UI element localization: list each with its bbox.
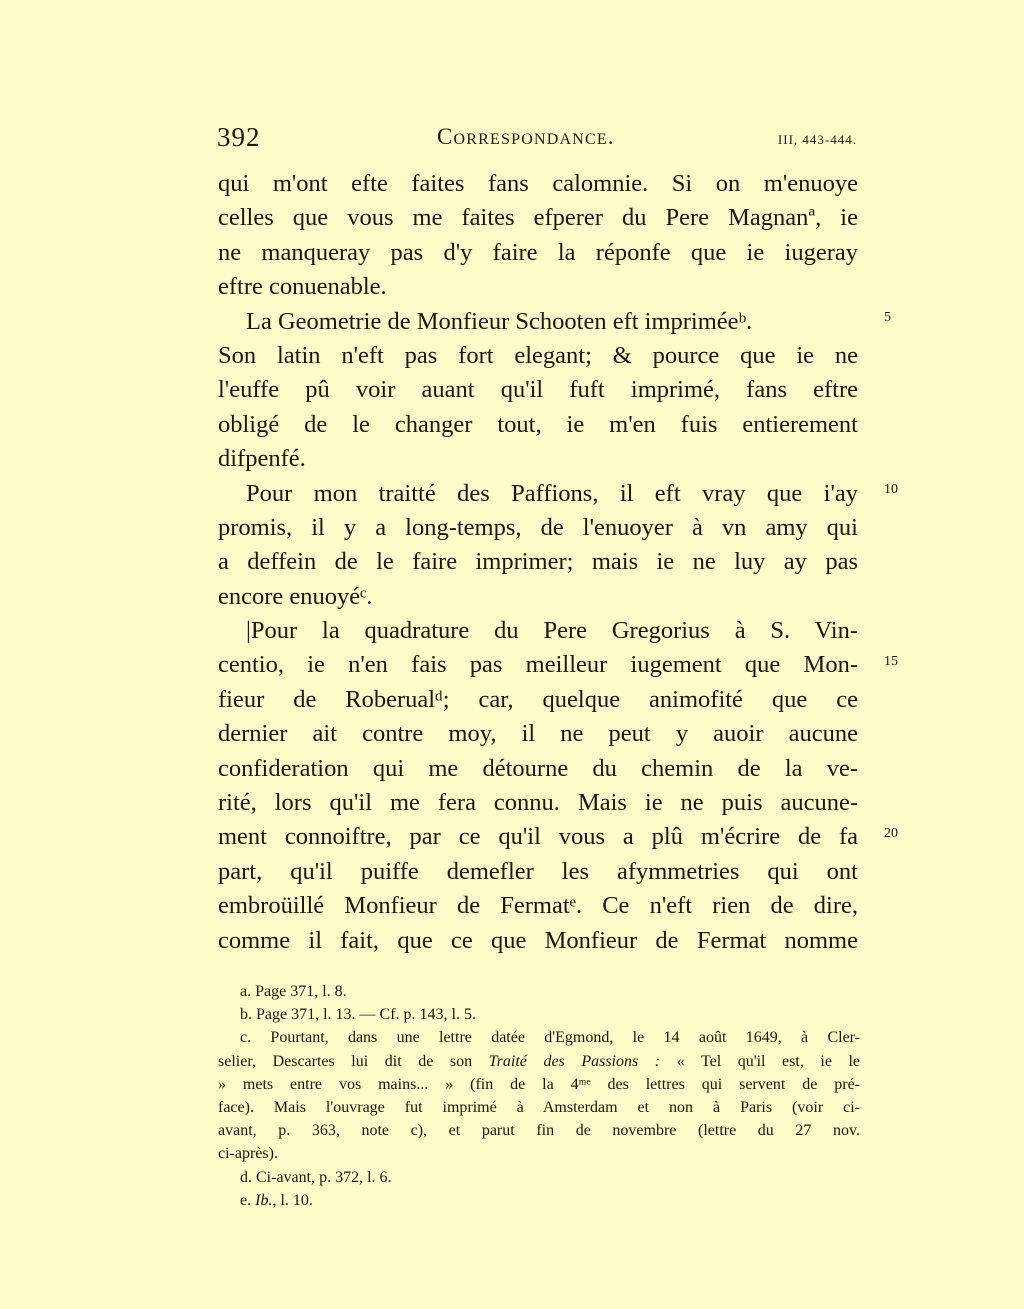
text-line: La Geometrie de Monfieur Schooten eft impriméeᵇ. — [246, 307, 753, 335]
text-line: eftre conuenable. — [218, 273, 387, 301]
footnote-c: c. Pourtant, dans une lettre datée d'Egmond, le 14 août 1649, à Cler- — [240, 1029, 860, 1047]
footnotes — [218, 980, 860, 1212]
text-line: fieur de Roberualᵈ; car, quelque animofité que ce — [218, 685, 858, 713]
text-line: encore enuoyéᶜ. — [218, 582, 373, 610]
text-line: a deffein de le faire imprimer; mais ie ne luy ay pas — [218, 548, 858, 576]
running-head — [217, 118, 857, 158]
footnote-c-line — [218, 1050, 860, 1073]
footnote-c-text: selier, Descartes lui dit de son — [218, 1052, 473, 1070]
text-line: embroüillé Monfieur de Fermatᵉ. Ce n'eft rien de dire, — [218, 892, 858, 920]
text-line: obligé de le changer tout, ie m'en fuis entierement — [218, 410, 858, 438]
footnote-e — [218, 1189, 860, 1212]
text-line: dernier ait contre moy, il ne peut y auoir aucune — [218, 720, 858, 748]
text-line: |Pour la quadrature du Pere Gregorius à S. Vin- — [246, 617, 858, 645]
text-line: Pour mon traitté des Paffions, il eft vray que i'ay — [246, 479, 858, 507]
line-number: 10 — [884, 482, 898, 497]
line-number: 15 — [884, 654, 898, 669]
text-line: rité, lors qu'il me fera connu. Mais ie ne puis aucune- — [218, 789, 858, 817]
text-line: qui m'ont efte faites fans calomnie. Si on m'enuoye — [218, 170, 858, 197]
text-line: difpenfé. — [218, 445, 306, 473]
running-title: Correspondance. — [437, 124, 615, 149]
text-line: confideration qui me détourne du chemin de la ve- — [218, 754, 858, 782]
ibid: Ib. — [255, 1191, 273, 1209]
text-line: part, qu'il puiffe demefler les afymmetries qui ont — [218, 857, 858, 885]
text-line: l'euffe pû voir auant qu'il fuft imprimé, fans eftre — [218, 376, 858, 404]
text-line: ment connoiftre, par ce qu'il vous a plû m'écrire de fa — [218, 823, 858, 851]
footnote-c-line: face). Mais l'ouvrage fut imprimé à Amsterdam et non à Paris (voir ci- — [218, 1098, 860, 1116]
footnote-c-line: ci-après). — [218, 1145, 278, 1163]
footnote-e-label: e. — [240, 1191, 252, 1209]
text-line: centio, ie n'en fais pas meilleur iugement que Mon- — [218, 651, 858, 679]
footnote-c-line: » mets entre vos mains... » (fin de la 4ᵐᵉ des lettres qui servent de pré- — [218, 1075, 860, 1093]
footnote-b: b. Page 371, l. 13. — Cf. p. 143, l. 5. — [240, 1006, 476, 1024]
text-line: ne manqueray pas d'y faire la réponfe que ie iugeray — [218, 238, 858, 266]
book-title: Traité des Passions : — [488, 1052, 661, 1070]
page-number: 392 — [217, 122, 261, 152]
volume-reference: III, 443-444. — [777, 132, 857, 147]
footnote-a: a. Page 371, l. 8. — [240, 983, 347, 1000]
line-number: 20 — [884, 826, 898, 841]
text-line: Son latin n'eft pas fort elegant; & pource que ie ne — [218, 341, 858, 369]
body-text — [218, 167, 858, 958]
text-line: celles que vous me faites efperer du Pere Magnanª, ie — [218, 204, 858, 232]
footnote-e-text: , l. 10. — [272, 1191, 313, 1209]
footnote-c-line: avant, p. 363, note c), et parut fin de novembre (lettre du 27 nov. — [218, 1122, 860, 1140]
footnote-c-text: « Tel qu'il est, ie le — [676, 1052, 861, 1070]
line-number: 5 — [884, 310, 891, 325]
text-line: promis, il y a long-temps, de l'enuoyer à vn amy qui — [218, 513, 858, 541]
footnote-d: d. Ci-avant, p. 372, l. 6. — [240, 1168, 392, 1186]
text-line: comme il fait, que ce que Monfieur de Fermat nomme — [218, 926, 858, 954]
